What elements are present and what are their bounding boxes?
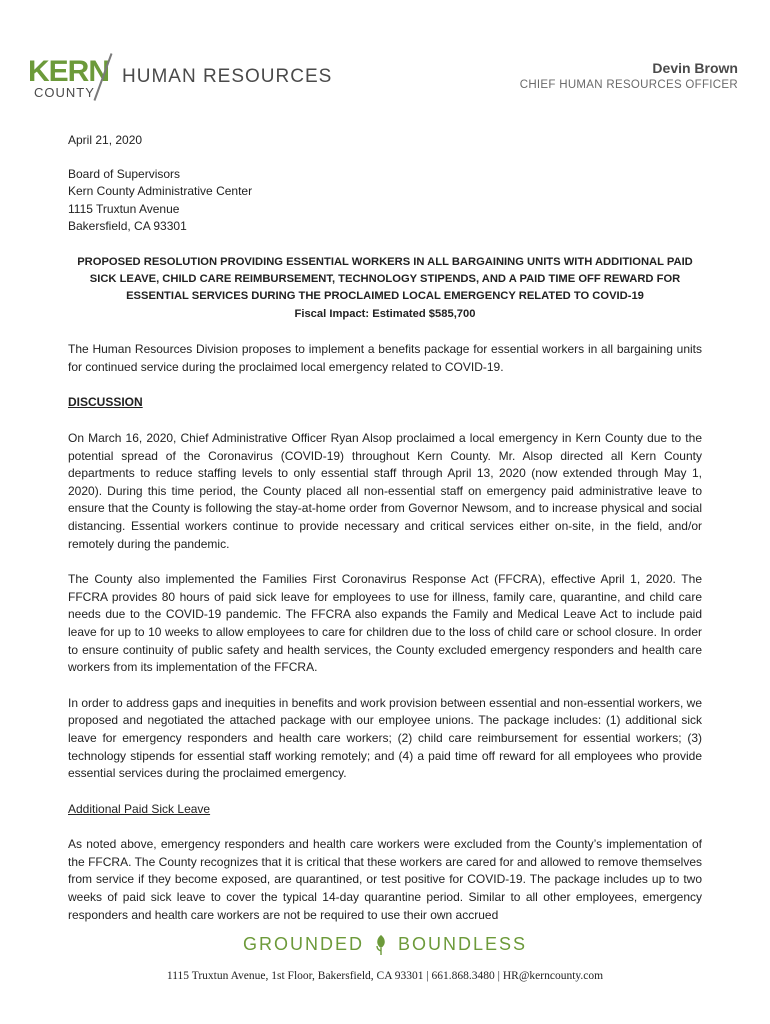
sick-leave-subheading: Additional Paid Sick Leave (68, 801, 211, 816)
logo-county-text: COUNTY (34, 85, 95, 100)
letter-date: April 21, 2020 (68, 133, 143, 147)
body-paragraph: In order to address gaps and inequities in benefits and work provision between essential and non-essential workers, we proposed and negotiated the attached package with our employee unions. The package includes: (1) additional sick leave for emergency responders and health care workers; (2) child care reimbursement for essential workers; (3) technology stipends for essential staff working remotely; and (4) a paid time off reward for all employees who provide essential services during the proclaimed emergency. (68, 695, 702, 781)
discussion-heading: DISCUSSION (68, 395, 143, 410)
title-line: PROPOSED RESOLUTION PROVIDING ESSENTIAL WORKERS IN ALL BARGAINING UNITS WITH ADDITIONAL PAID (77, 255, 693, 268)
tagline-grounded: GROUNDED (242, 934, 364, 954)
address-line: 1115 Truxtun Avenue (68, 201, 180, 216)
footer-tagline (0, 934, 770, 956)
intro-paragraph: The Human Resources Division proposes to implement a benefits package for essential workers in all bargaining units for continued service during the proclaimed local emergency related to COVID-19. (68, 342, 702, 374)
recipient-address (68, 166, 702, 236)
letter-body (68, 132, 702, 924)
address-line: Kern County Administrative Center (68, 184, 253, 199)
address-line: Bakersfield, CA 93301 (68, 219, 187, 234)
tagline-boundless: BOUNDLESS (398, 934, 528, 954)
fiscal-impact: Fiscal Impact: Estimated $585,700 (294, 307, 476, 320)
body-paragraph: The County also implemented the Families First Coronavirus Response Act (FFCRA), effective April 1, 2020. The FFCRA provides 80 hours of paid sick leave for employees to use for illness, family care, quarantine, and child care needs due to the COVID-19 pandemic. The FFCRA also expands the Family and Medical Leave Act to include paid leave for up to 10 weeks to allow employees to care for children due to the loss of child care or school closure. In order to ensure continuity of public safety and health services, the County excluded emergency responders and health care workers from its implementation of the FFCRA. (68, 572, 702, 675)
body-paragraph: On March 16, 2020, Chief Administrative Officer Ryan Alsop proclaimed a local emergency in Kern County due to the potential spread of the Coronavirus (COVID-19) throughout Kern County. Mr. Alsop directed all Kern County departments to reduce staffing levels to only essential staff through April 13, 2020 (now extended through May 1, 2020). During this time period, the County placed all non-essential staff on emergency paid administrative leave to ensure that the County is following the stay-at-home order from Governor Newsom, and to increase physical and social distancing. Essential workers continue to provide necessary and critical services either on-site, in the field, and/or remotely during the pandemic. (68, 431, 702, 551)
address-line: Board of Supervisors (68, 166, 181, 181)
logo-kern-text: KERN (28, 55, 110, 88)
officer-block (520, 60, 738, 91)
body-paragraph: As noted above, emergency responders and health care workers were excluded from the County’s implementation of the FFCRA. The County recognizes that it is critical that these workers are cared for and allowed to remove themselves from service if they become exposed, are quarantined, or test positive for COVID-19. The package includes up to two weeks of paid sick leave to cover the typical 14-day quarantine period. Similar to all other employees, emergency responders and health care workers are not be required to use their own accrued (68, 837, 702, 922)
title-line: ESSENTIAL SERVICES DURING THE PROCLAIMED LOCAL EMERGENCY RELATED TO COVID-19 (126, 290, 644, 303)
officer-name: Devin Brown (652, 60, 738, 76)
resolution-title (68, 254, 702, 324)
officer-title: CHIEF HUMAN RESOURCES OFFICER (519, 79, 738, 91)
department-name: HUMAN RESOURCES (122, 66, 333, 87)
footer-address: 1115 Truxtun Avenue, 1st Floor, Bakersfield, CA 93301 | 661.868.3480 | HR@kerncounty.com (166, 970, 604, 982)
title-line: SICK LEAVE, CHILD CARE REIMBURSEMENT, TECHNOLOGY STIPENDS, AND A PAID TIME OFF REWARD FOR (89, 273, 681, 285)
leaf-icon (374, 934, 388, 956)
